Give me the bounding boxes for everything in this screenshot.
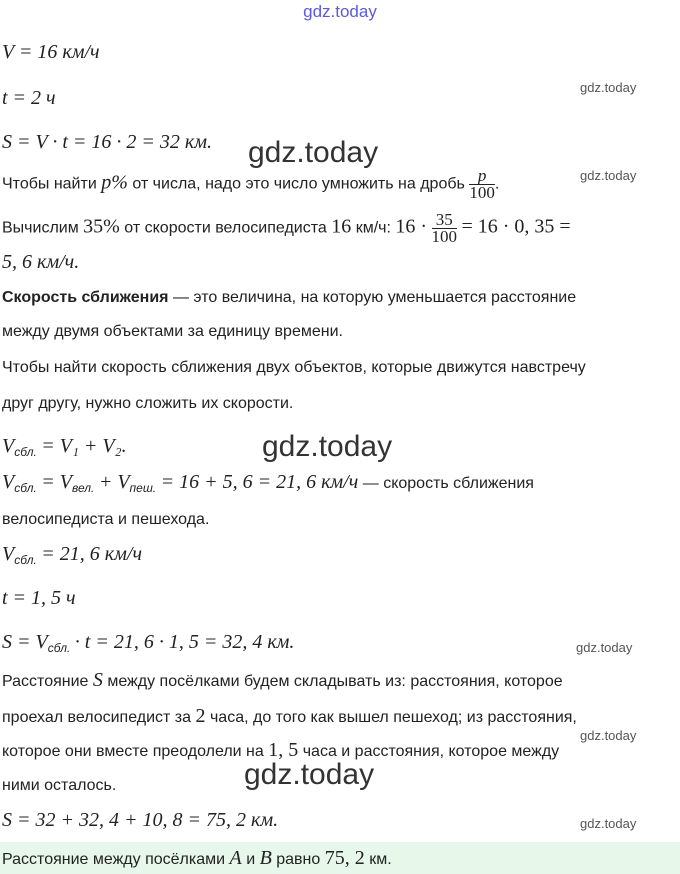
velocity-line: V = 16 км/ч <box>2 41 100 63</box>
fraction-p-100: $\frac{p}{100}$ <box>469 166 495 202</box>
watermark-big: gdz.today <box>248 136 379 169</box>
approach-speed-line: $V_{сбл.} = 21$, 6 км/ч <box>2 543 142 568</box>
explanation-line-4: ними осталось. <box>2 777 117 794</box>
watermark-small: gdz.today <box>580 728 637 743</box>
distance-line-1: S = V · t = 16 · 2 = 32 км. <box>2 131 213 153</box>
explanation-line-3: которое они вместе преодолели на 1, 5 часа и расстояния, которое между <box>2 739 560 761</box>
watermark-big: gdz.today <box>244 758 375 791</box>
explanation-line-2: проехал велосипедист за 2 часа, до того как вышел пешеход; из расстояния, <box>2 705 577 727</box>
formula-line-1: $V_{сбл.} = V_1 + V_2$. <box>2 435 127 460</box>
watermark-top: gdz.today <box>303 2 377 21</box>
watermark-small: gdz.today <box>580 168 637 183</box>
percent-rule: Чтобы найти p% от числа, надо это число умножить на дробь $\frac{p}{100}$ . <box>2 166 500 202</box>
calc-result: 5, 6 км/ч. <box>2 251 80 273</box>
final-sum-line: S = 32 + 32, 4 + 10, 8 = 75, 2 км. <box>2 809 279 831</box>
watermark-small: gdz.today <box>576 640 633 655</box>
rule-line-1: Чтобы найти скорость сближения двух объектов, которые движутся навстречу <box>2 359 586 376</box>
answer-line: Расстояние между посёлками A и B равно 75, 2 км. <box>2 847 392 869</box>
explanation-line-1: Расстояние S между посёлками будем складывать из: расстояния, которое <box>2 669 563 691</box>
time-line-2: t = 1, 5 ч <box>2 587 76 609</box>
watermark-small: gdz.today <box>580 80 637 95</box>
watermark-small: gdz.today <box>580 816 637 831</box>
watermark-big: gdz.today <box>262 430 393 463</box>
time-line: t = 2 ч <box>2 87 56 109</box>
definition-line-2: между двумя объектами за единицу времени. <box>2 323 343 340</box>
definition-line-1: Скорость сближения — это величина, на которую уменьшается расстояние <box>2 289 577 306</box>
formula-line-2: $V_{сбл.} = V_{вел.} + V_{пеш.} = 16 + 5$, 6 = 21, 6 км/ч — скорость сближения <box>2 471 534 496</box>
answer-box <box>0 842 680 874</box>
rule-line-2: друг другу, нужно сложить их скорости. <box>2 395 294 412</box>
formula-line-2-cont: велосипедиста и пешехода. <box>2 511 210 528</box>
distance-line-2: $S = V_{сбл.} \cdot t = 21$, 6 · 1, 5 = 32, 4 км. <box>2 631 295 656</box>
calc-line: Вычислим 35% от скорости велосипедиста 16 км/ч: 16 · $\frac{35}{100}$ = 16 · 0, 35 = <box>2 210 571 246</box>
fraction-35-100: $\frac{35}{100}$ <box>431 210 457 246</box>
